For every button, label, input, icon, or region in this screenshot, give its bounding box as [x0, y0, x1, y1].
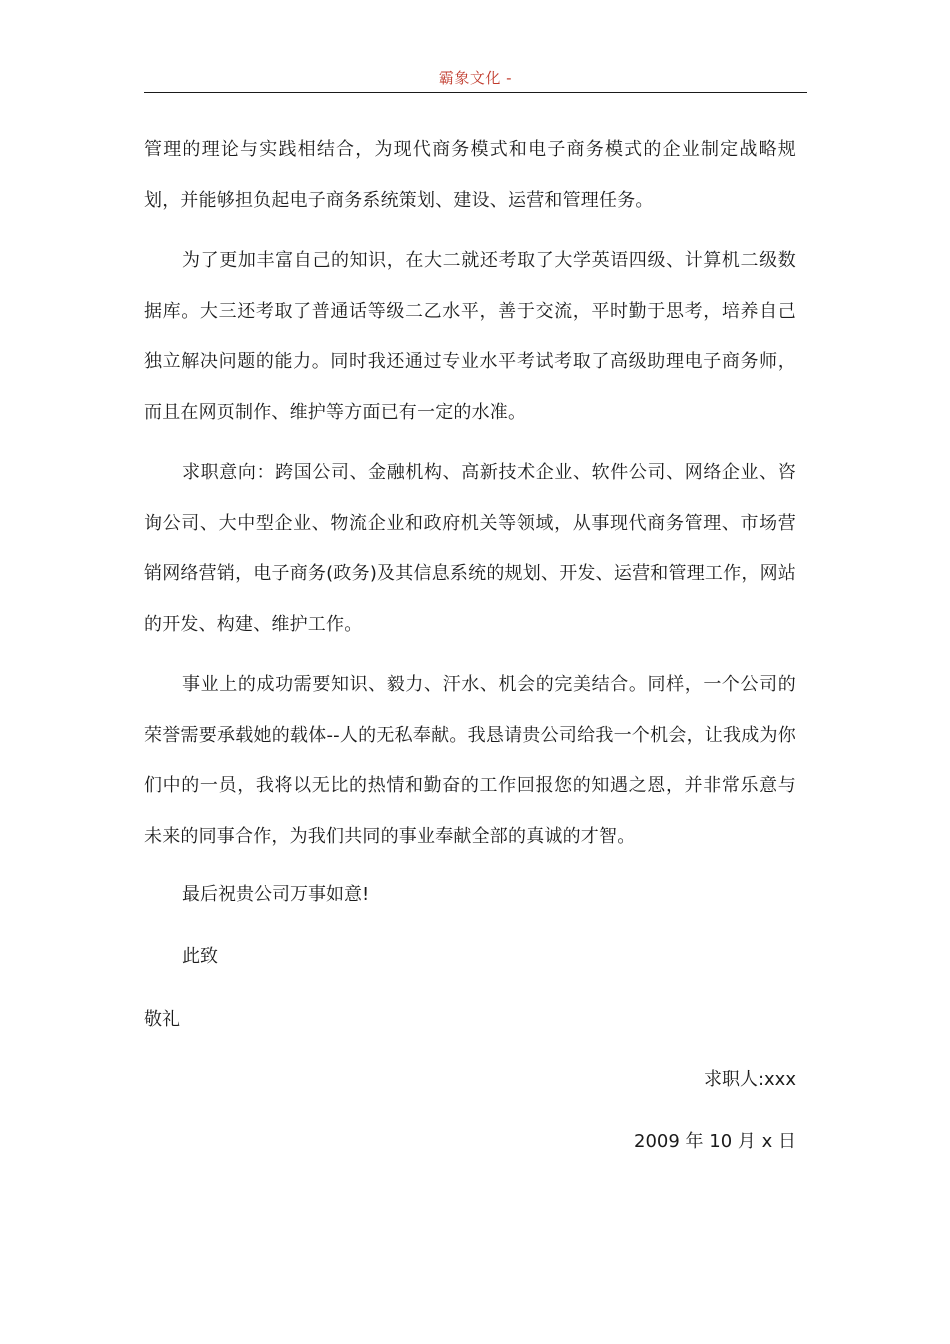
paragraph-job-intention: 求职意向：跨国公司、金融机构、高新技术企业、软件公司、网络企业、咨询公司、大中型企业、物流企业和政府机关等领域，从事现代商务管理、市场营销网络营销，电子商务(政务)及其信息系统的规划、开发、运营和管理工作，网站的开发、构建、维护工作。: [144, 462, 796, 635]
letter-body: [144, 125, 796, 862]
paragraph-closing-statement: 事业上的成功需要知识、毅力、汗水、机会的完美结合。同样，一个公司的荣誉需要承载她的载体--人的无私奉献。我恳请贵公司给我一个机会，让我成为你们中的一员，我将以无比的热情和勤奋的工作回报您的知遇之恩，并非常乐意与未来的同事合作，为我们共同的事业奉献全部的真诚的才智。: [144, 674, 796, 847]
header-title: 霸象文化 -: [438, 69, 513, 87]
date: 2009 年 10 月 x 日: [634, 1131, 796, 1152]
closing-salutation: 此致: [182, 946, 218, 967]
paragraph-qualifications: 为了更加丰富自己的知识，在大二就还考取了大学英语四级、计算机二级数据库。大三还考取了普通话等级二乙水平，善于交流，平时勤于思考，培养自己独立解决问题的能力。同时我还通过专业水平考试考取了高级助理电子商务师，而且在网页制作、维护等方面已有一定的水准。: [144, 250, 796, 423]
closing-wish: 最后祝贵公司万事如意!: [182, 884, 370, 905]
closing-regards: 敬礼: [144, 1009, 180, 1030]
page-header: [144, 64, 807, 93]
paragraph-continuation: 管理的理论与实践相结合，为现代商务模式和电子商务模式的企业制定战略规划，并能够担负起电子商务系统策划、建设、运营和管理任务。: [144, 139, 796, 211]
signature: 求职人:xxx: [703, 1069, 796, 1090]
